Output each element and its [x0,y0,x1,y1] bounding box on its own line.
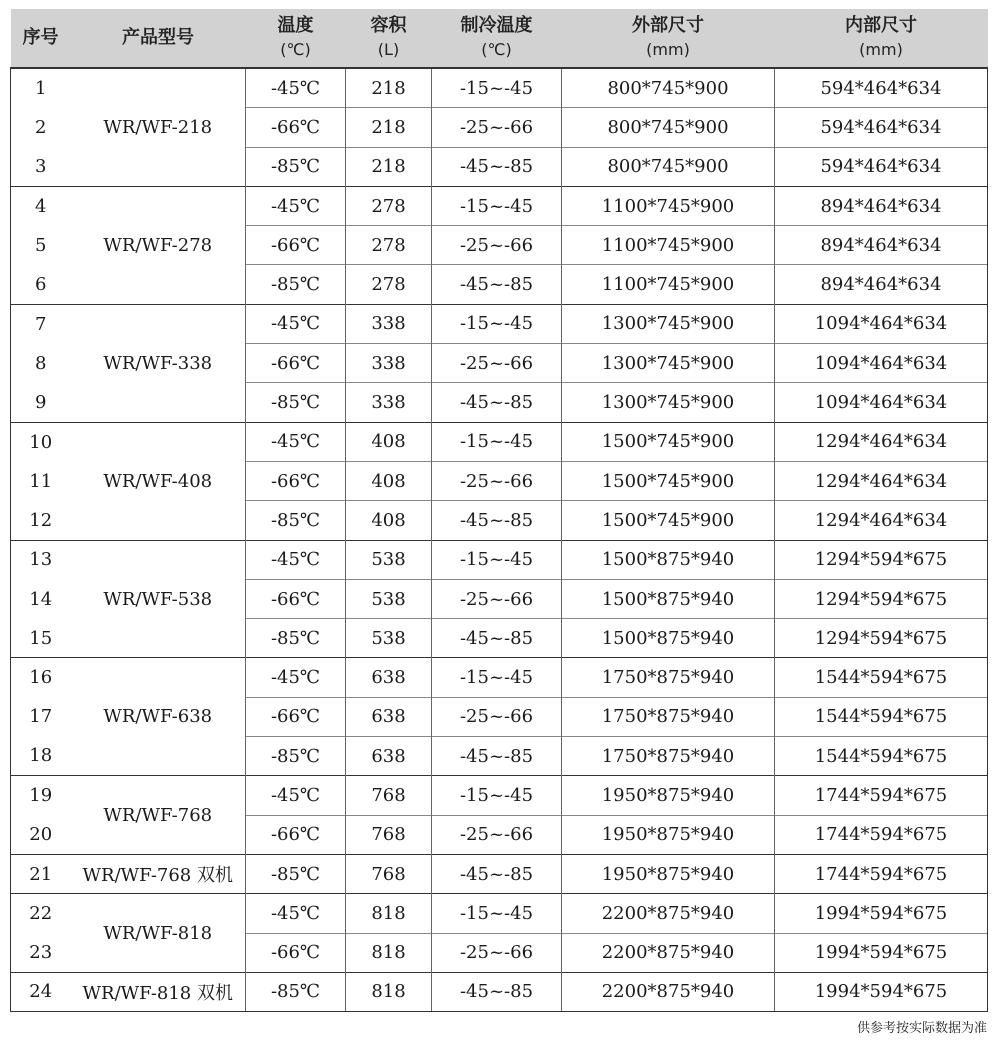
row-number-cell: 19 [11,776,71,815]
temp-cell: -45℃ [246,658,346,697]
external-size-cell: 1750*875*940 [562,737,775,776]
external-size-cell: 1300*745*900 [562,344,775,383]
model-cell: WR/WF-768 双机 [71,854,246,893]
model-cell: WR/WF-638 [71,658,246,776]
range-cell: -45~-85 [432,383,562,422]
volume-cell: 538 [346,540,432,579]
temp-cell: -85℃ [246,383,346,422]
range-cell: -45~-85 [432,737,562,776]
internal-size-cell: 1744*594*675 [775,854,988,893]
volume-cell: 338 [346,383,432,422]
table-row [11,540,988,579]
footnote: 供参考按实际数据为准 [856,1021,987,1036]
external-size-cell: 1500*875*940 [562,579,775,618]
temp-cell: -85℃ [246,854,346,893]
header-volume-unit: (L) [377,40,400,59]
volume-cell: 538 [346,579,432,618]
header-external [562,9,775,68]
model-cell: WR/WF-218 [71,68,246,186]
temp-cell: -45℃ [246,776,346,815]
external-size-cell: 1950*875*940 [562,854,775,893]
header-row [11,9,988,68]
temp-cell: -85℃ [246,501,346,540]
temp-cell: -45℃ [246,894,346,933]
range-cell: -15~-45 [432,422,562,461]
row-number-cell: 18 [11,737,71,776]
range-cell: -25~-66 [432,108,562,147]
table-body [11,68,988,1012]
temp-cell: -66℃ [246,226,346,265]
model-cell: WR/WF-338 [71,304,246,422]
row-number-cell: 10 [11,422,71,461]
internal-size-cell: 1744*594*675 [775,815,988,854]
internal-size-cell: 1544*594*675 [775,697,988,736]
external-size-cell: 1100*745*900 [562,186,775,225]
temp-cell: -45℃ [246,304,346,343]
range-cell: -25~-66 [432,461,562,500]
external-size-cell: 2200*875*940 [562,933,775,972]
internal-size-cell: 1994*594*675 [775,972,988,1011]
row-number-cell: 6 [11,265,71,304]
table-row [11,854,988,893]
external-size-cell: 1500*745*900 [562,501,775,540]
row-number-cell: 17 [11,697,71,736]
range-cell: -15~-45 [432,540,562,579]
internal-size-cell: 1994*594*675 [775,894,988,933]
model-cell: WR/WF-818 [71,894,246,973]
header-range-unit: (℃) [481,40,512,59]
volume-cell: 218 [346,68,432,108]
range-cell: -25~-66 [432,579,562,618]
temp-cell: -66℃ [246,815,346,854]
row-number-cell: 3 [11,147,71,186]
header-external-label: 外部尺寸 [632,15,704,36]
range-cell: -15~-45 [432,186,562,225]
header-temp-label: 温度 [277,15,314,36]
temp-cell: -66℃ [246,344,346,383]
internal-size-cell: 594*464*634 [775,68,988,108]
external-size-cell: 1750*875*940 [562,697,775,736]
external-size-cell: 1300*745*900 [562,383,775,422]
model-cell: WR/WF-408 [71,422,246,540]
external-size-cell: 2200*875*940 [562,894,775,933]
row-number-cell: 13 [11,540,71,579]
volume-cell: 638 [346,697,432,736]
temp-cell: -45℃ [246,422,346,461]
volume-cell: 408 [346,501,432,540]
external-size-cell: 1100*745*900 [562,265,775,304]
temp-cell: -85℃ [246,619,346,658]
row-number-cell: 11 [11,461,71,500]
volume-cell: 218 [346,147,432,186]
header-model: 产品型号 [71,9,246,68]
volume-cell: 408 [346,422,432,461]
internal-size-cell: 1294*464*634 [775,422,988,461]
internal-size-cell: 894*464*634 [775,226,988,265]
range-cell: -15~-45 [432,304,562,343]
external-size-cell: 1100*745*900 [562,226,775,265]
internal-size-cell: 1294*594*675 [775,540,988,579]
spec-table [10,9,988,1012]
volume-cell: 818 [346,972,432,1011]
external-size-cell: 800*745*900 [562,68,775,108]
header-range [432,9,562,68]
volume-cell: 408 [346,461,432,500]
external-size-cell: 1750*875*940 [562,658,775,697]
temp-cell: -85℃ [246,147,346,186]
internal-size-cell: 1544*594*675 [775,737,988,776]
row-number-cell: 21 [11,854,71,893]
row-number-cell: 16 [11,658,71,697]
volume-cell: 818 [346,933,432,972]
external-size-cell: 800*745*900 [562,147,775,186]
row-number-cell: 5 [11,226,71,265]
row-number-cell: 22 [11,894,71,933]
spec-table-container [10,9,987,1012]
internal-size-cell: 1094*464*634 [775,383,988,422]
range-cell: -25~-66 [432,226,562,265]
volume-cell: 818 [346,894,432,933]
volume-cell: 638 [346,658,432,697]
internal-size-cell: 1994*594*675 [775,933,988,972]
row-number-cell: 1 [11,68,71,108]
table-row [11,68,988,108]
volume-cell: 278 [346,265,432,304]
volume-cell: 768 [346,854,432,893]
model-cell: WR/WF-538 [71,540,246,658]
row-number-cell: 24 [11,972,71,1011]
header-range-label: 制冷温度 [460,15,533,36]
table-row [11,658,988,697]
range-cell: -45~-85 [432,972,562,1011]
header-external-unit: (mm) [646,40,690,59]
range-cell: -45~-85 [432,854,562,893]
volume-cell: 768 [346,776,432,815]
table-row [11,894,988,933]
temp-cell: -66℃ [246,108,346,147]
range-cell: -15~-45 [432,68,562,108]
header-no: 序号 [11,9,71,68]
internal-size-cell: 1294*594*675 [775,619,988,658]
range-cell: -25~-66 [432,697,562,736]
temp-cell: -45℃ [246,68,346,108]
row-number-cell: 23 [11,933,71,972]
header-volume-label: 容积 [370,15,407,36]
temp-cell: -66℃ [246,461,346,500]
table-row [11,304,988,343]
external-size-cell: 1500*745*900 [562,422,775,461]
temp-cell: -66℃ [246,697,346,736]
internal-size-cell: 1544*594*675 [775,658,988,697]
header-volume [346,9,432,68]
table-row [11,972,988,1011]
row-number-cell: 20 [11,815,71,854]
range-cell: -25~-66 [432,933,562,972]
header-internal [775,9,988,68]
temp-cell: -66℃ [246,933,346,972]
volume-cell: 218 [346,108,432,147]
model-cell: WR/WF-768 [71,776,246,855]
row-number-cell: 9 [11,383,71,422]
volume-cell: 538 [346,619,432,658]
external-size-cell: 1300*745*900 [562,304,775,343]
internal-size-cell: 594*464*634 [775,108,988,147]
internal-size-cell: 1744*594*675 [775,776,988,815]
internal-size-cell: 1094*464*634 [775,344,988,383]
row-number-cell: 8 [11,344,71,383]
range-cell: -15~-45 [432,894,562,933]
model-cell: WR/WF-818 双机 [71,972,246,1011]
row-number-cell: 4 [11,186,71,225]
row-number-cell: 7 [11,304,71,343]
temp-cell: -66℃ [246,579,346,618]
table-row [11,422,988,461]
external-size-cell: 1950*875*940 [562,776,775,815]
external-size-cell: 1500*875*940 [562,540,775,579]
row-number-cell: 12 [11,501,71,540]
header-temp [246,9,346,68]
external-size-cell: 1500*745*900 [562,461,775,500]
header-internal-unit: (mm) [859,40,903,59]
internal-size-cell: 594*464*634 [775,147,988,186]
temp-cell: -45℃ [246,186,346,225]
internal-size-cell: 1294*594*675 [775,579,988,618]
table-row [11,186,988,225]
range-cell: -45~-85 [432,501,562,540]
volume-cell: 768 [346,815,432,854]
temp-cell: -85℃ [246,737,346,776]
volume-cell: 338 [346,344,432,383]
internal-size-cell: 1294*464*634 [775,501,988,540]
volume-cell: 338 [346,304,432,343]
range-cell: -45~-85 [432,147,562,186]
internal-size-cell: 894*464*634 [775,265,988,304]
row-number-cell: 14 [11,579,71,618]
internal-size-cell: 1294*464*634 [775,461,988,500]
external-size-cell: 1950*875*940 [562,815,775,854]
range-cell: -45~-85 [432,619,562,658]
external-size-cell: 800*745*900 [562,108,775,147]
volume-cell: 638 [346,737,432,776]
range-cell: -15~-45 [432,776,562,815]
range-cell: -25~-66 [432,815,562,854]
external-size-cell: 2200*875*940 [562,972,775,1011]
volume-cell: 278 [346,226,432,265]
model-cell: WR/WF-278 [71,186,246,304]
header-temp-unit: (℃) [280,40,311,59]
range-cell: -45~-85 [432,265,562,304]
row-number-cell: 15 [11,619,71,658]
internal-size-cell: 894*464*634 [775,186,988,225]
temp-cell: -85℃ [246,265,346,304]
volume-cell: 278 [346,186,432,225]
temp-cell: -85℃ [246,972,346,1011]
internal-size-cell: 1094*464*634 [775,304,988,343]
header-internal-label: 内部尺寸 [845,15,917,36]
range-cell: -25~-66 [432,344,562,383]
temp-cell: -45℃ [246,540,346,579]
table-row [11,776,988,815]
row-number-cell: 2 [11,108,71,147]
table-header [11,9,988,68]
external-size-cell: 1500*875*940 [562,619,775,658]
range-cell: -15~-45 [432,658,562,697]
